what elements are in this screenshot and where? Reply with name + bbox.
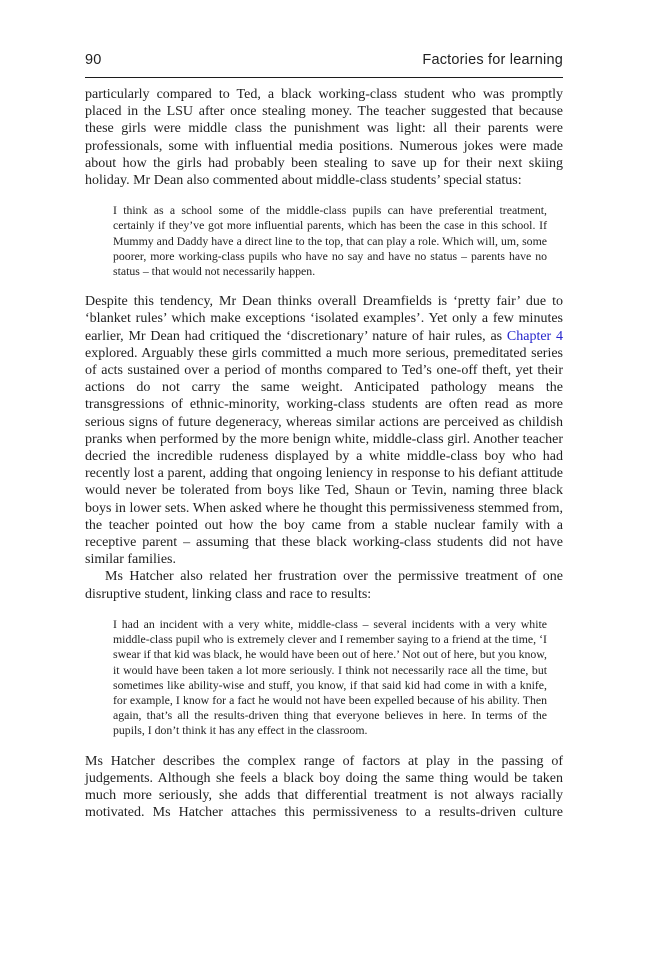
block-quote-mr-dean: I think as a school some of the middle-class pupils can have preferential treatment, certainly if they’ve got more influential parents, which has been the case in this school. If Mummy and Daddy have a direct line to the top, that can play a role. Which will, um, some poorer, more working-class pupils who have no say and have no status – parents have no status – that would not necessarily happen. [113,203,547,279]
paragraph-despite-tendency [85,293,563,568]
paragraph-ms-hatcher-intro: Ms Hatcher also related her frustration over the permissive treatment of one disruptive student, linking class and race to results: [85,569,563,602]
paragraph-ms-hatcher-describes: Ms Hatcher describes the complex range of factors at play in the passing of judgements. Although she feels a black boy doing the same thing would be taken much more seriously, she adds that differential treatment is not always racially motivated. Ms Hatcher attaches this permissiveness to a results-driven culture [85,753,563,821]
paragraph-continued-from-previous-page: particularly compared to Ted, a black working-class student who was promptly placed in the LSU after once stealing money. The teacher suggested that because these girls were middle class the punishment was light: all their parents were professionals, some with influential media positions. Numerous jokes were made about how the girls had probably been stealing to save up for their next skiing holiday. Mr Dean also commented about middle-class students’ special status: [85,87,563,189]
running-head-title: Factories for learning [422,52,563,68]
page-header [85,52,563,78]
page-number: 90 [85,52,102,68]
paragraph-text-after-link: explored. Arguably these girls committed a much more serious, premeditated series of acts sustained over a period of months compared to Ted’s one-off theft, yet their actions do not carry the same weight. Anticipated pathology means the transgressions of ethnic-minority, working-class students are often read as more serious signs of future degeneracy, whereas similar actions are perceived as childish pranks when performed by the more benign white, middle-class girl. Another teacher decried the incredible rudeness displayed by a white middle-class boy who had recently lost a parent, adding that ongoing leniency in response to his defiant attitude would never be tolerated from boys like Ted, Shaun or Tevin, naming three black boys in lower sets. When asked where he thought this permissiveness stemmed from, the teacher pointed out how the boy came from a stable nuclear family with a receptive parent – assuming that these black working-class students did not have similar families. [85,345,563,568]
page-body [85,86,563,821]
chapter-4-link[interactable]: Chapter 4 [506,328,564,344]
paragraph-text-before-link: Despite this tendency, Mr Dean thinks overall Dreamfields is ‘pretty fair’ due to ‘blanket rules’ which make exceptions ‘isolated examples’. Yet only a few minutes earlier, Mr Dean had critiqued the ‘discretionary’ nature of hair rules, as [85,294,563,344]
block-quote-ms-hatcher: I had an incident with a very white, middle-class – several incidents with a very white middle-class pupil who is extremely clever and I remember saying to a friend at the time, ‘I swear if that kid was black, he would have been out of here.’ Not out of here, but you know, it would have been taken a lot more seriously. I think not necessarily race all the time, but sometimes like ability-wise and stuff, you know, if that said kid had come in with a knife, for example, I know for a fact he would not have been expelled because of his ability. Then again, that’s all the results-driven thing that everyone believes in here. In terms of the pupils, I don’t think it has any effect in the classroom. [113,616,547,738]
